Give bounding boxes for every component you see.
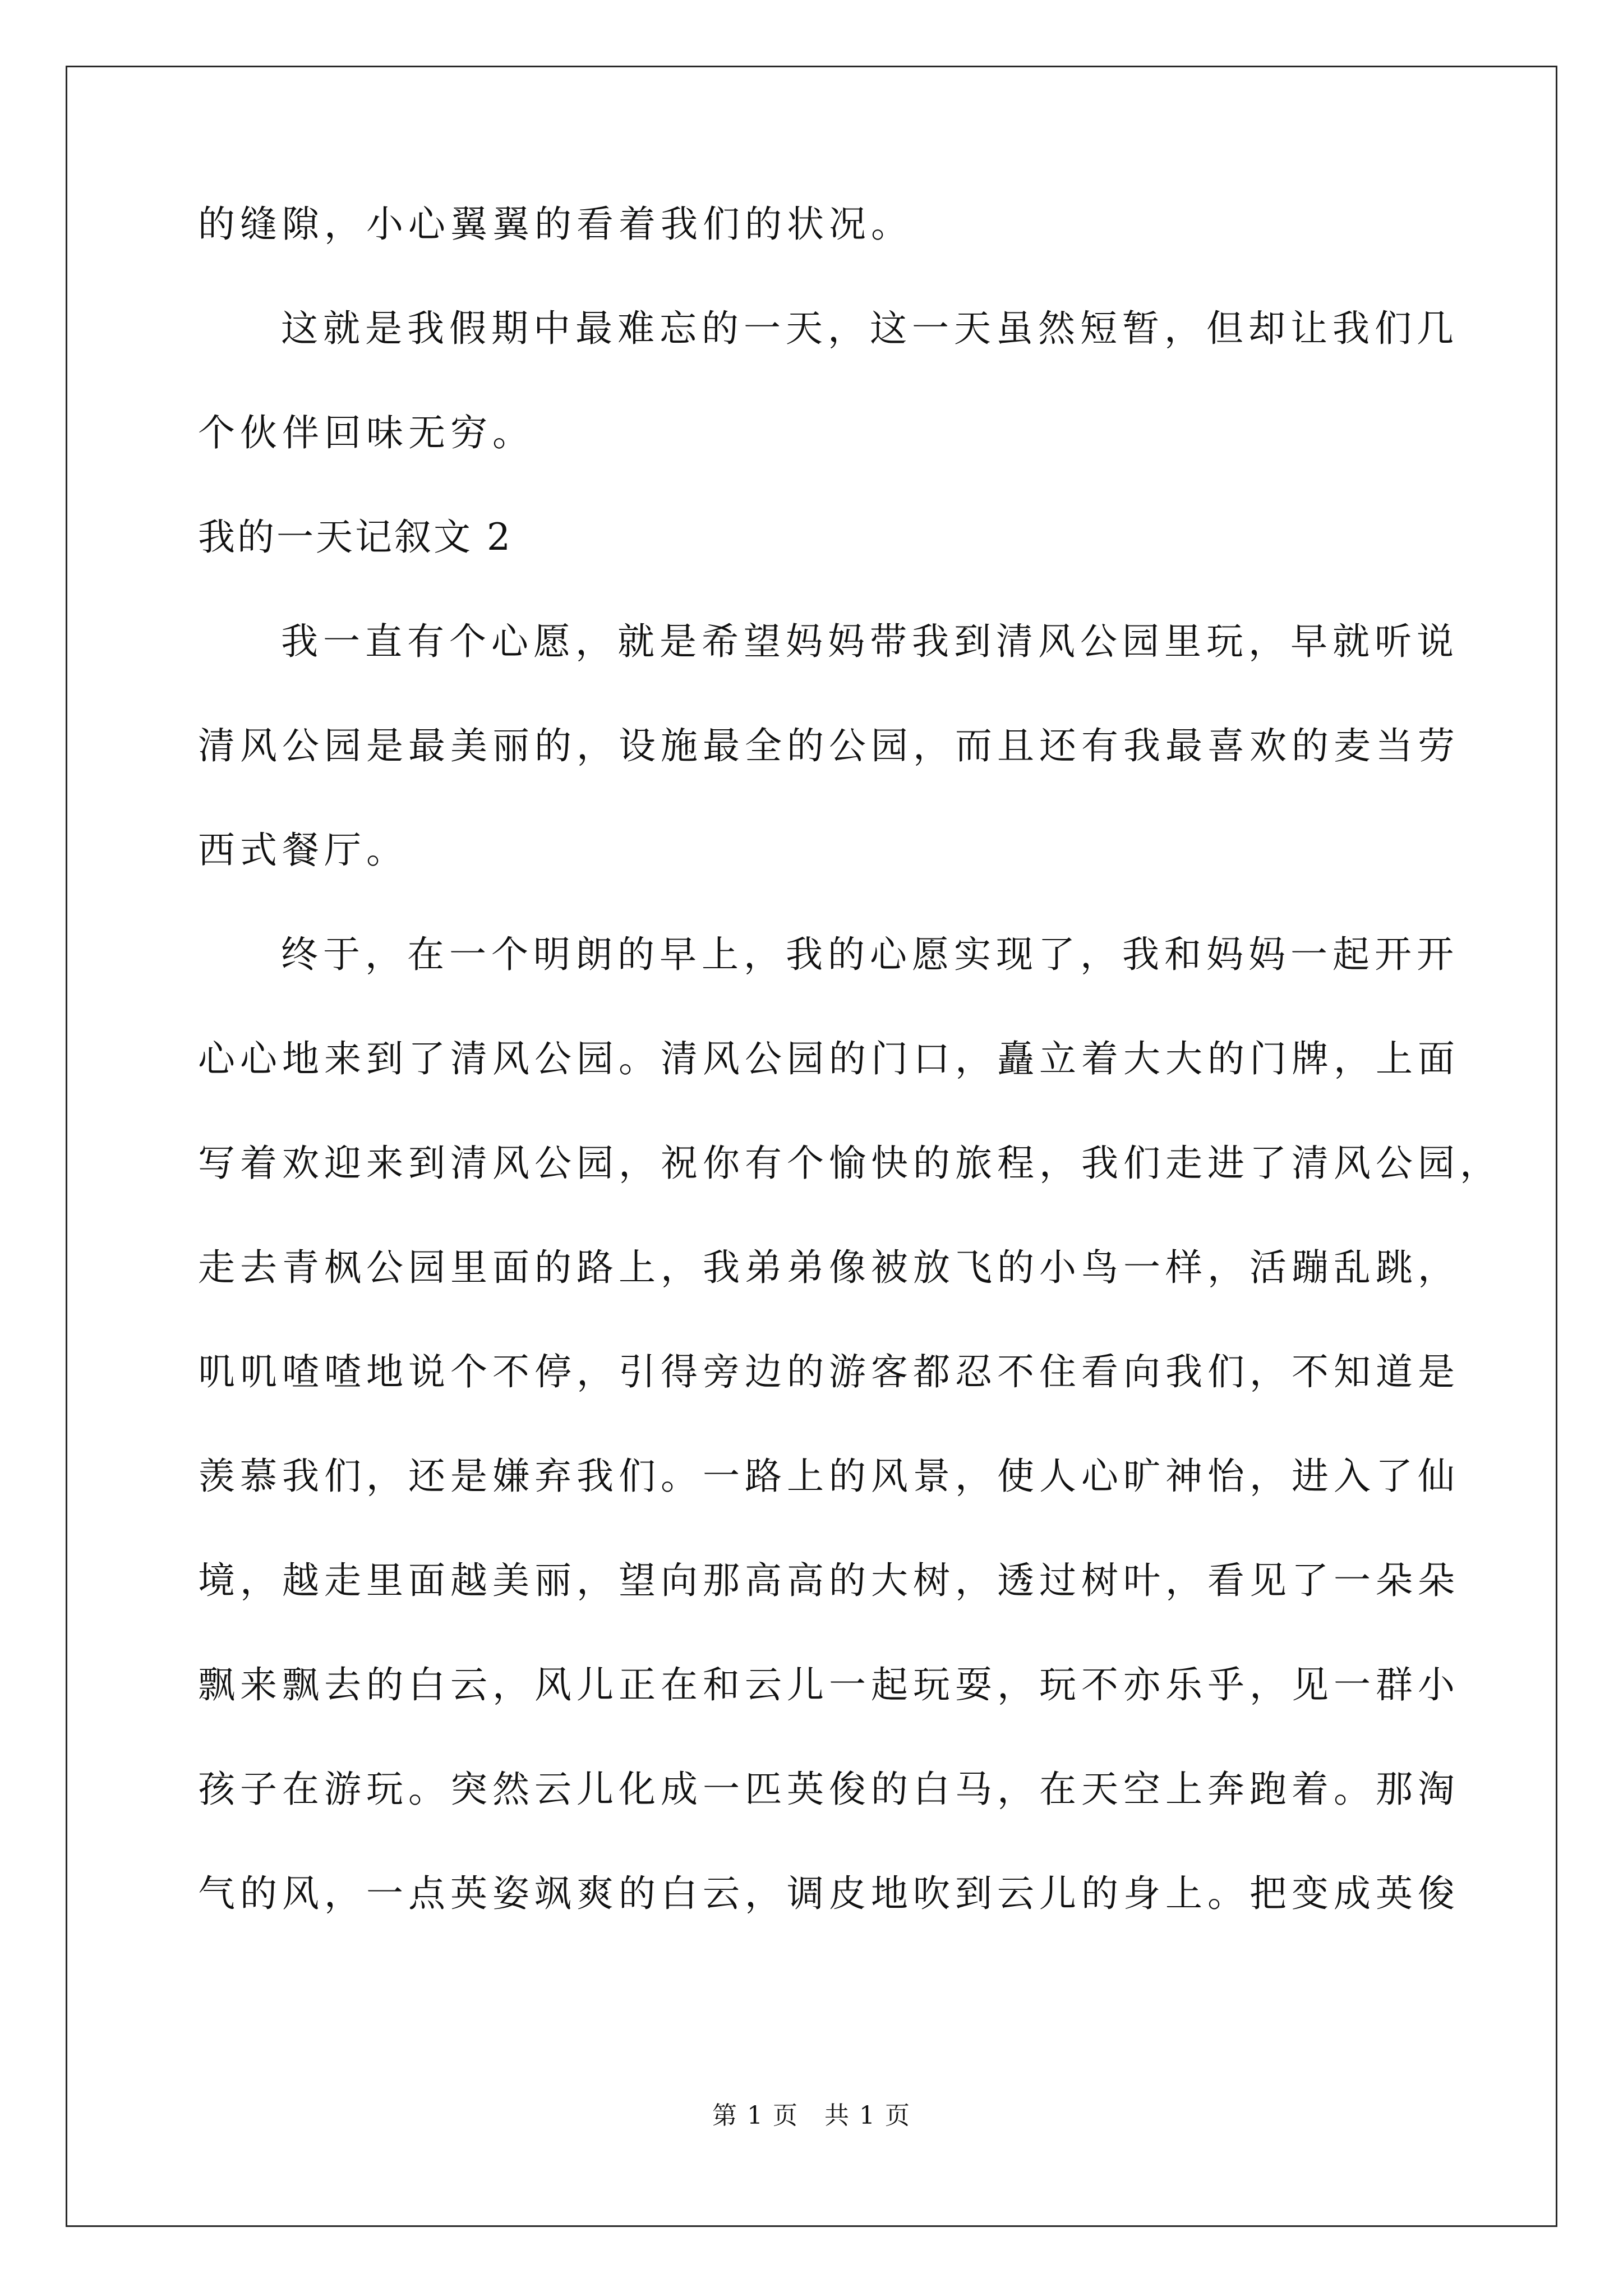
text-line: 羡慕我们，还是嫌弃我们。一路上的风景，使人心旷神怡，进入了仙 xyxy=(198,1455,1460,1498)
text-line: 叽叽喳喳地说个不停，引得旁边的游客都忍不住看向我们，不知道是 xyxy=(198,1350,1460,1393)
text-line: 这就是我假期中最难忘的一天，这一天虽然短暂，但却让我们几 xyxy=(281,307,1459,350)
text-line: 写着欢迎来到清风公园，祝你有个愉快的旅程，我们走进了清风公园， xyxy=(198,1142,1502,1185)
text-line: 飘来飘去的白云，风儿正在和云儿一起玩耍，玩不亦乐乎，见一群小 xyxy=(198,1663,1460,1706)
text-line: 个伙伴回味无穷。 xyxy=(198,411,534,454)
text-line: 境，越走里面越美丽，望向那高高的大树，透过树叶，看见了一朵朵 xyxy=(198,1559,1460,1602)
text-line: 清风公园是最美丽的，设施最全的公园，而且还有我最喜欢的麦当劳 xyxy=(198,724,1460,767)
page-footer: 第 1 页 共 1 页 xyxy=(712,2101,911,2130)
text-line: 心心地来到了清风公园。清风公园的门口，矗立着大大的门牌，上面 xyxy=(198,1037,1460,1080)
text-line: 走去青枫公园里面的路上，我弟弟像被放飞的小鸟一样，活蹦乱跳， xyxy=(198,1246,1460,1289)
text-line: 气的风，一点英姿飒爽的白云，调皮地吹到云儿的身上。把变成英俊 xyxy=(198,1872,1460,1915)
text-line: 我一直有个心愿，就是希望妈妈带我到清风公园里玩，早就听说 xyxy=(281,620,1459,663)
text-line: 孩子在游玩。突然云儿化成一匹英俊的白马，在天空上奔跑着。那淘 xyxy=(198,1768,1460,1811)
text-line: 西式餐厅。 xyxy=(198,829,408,872)
section-heading: 我的一天记叙文 2 xyxy=(198,516,513,559)
text-line: 的缝隙，小心翼翼的看着我们的状况。 xyxy=(198,203,913,246)
text-line: 终于，在一个明朗的早上，我的心愿实现了，我和妈妈一起开开 xyxy=(281,933,1459,976)
